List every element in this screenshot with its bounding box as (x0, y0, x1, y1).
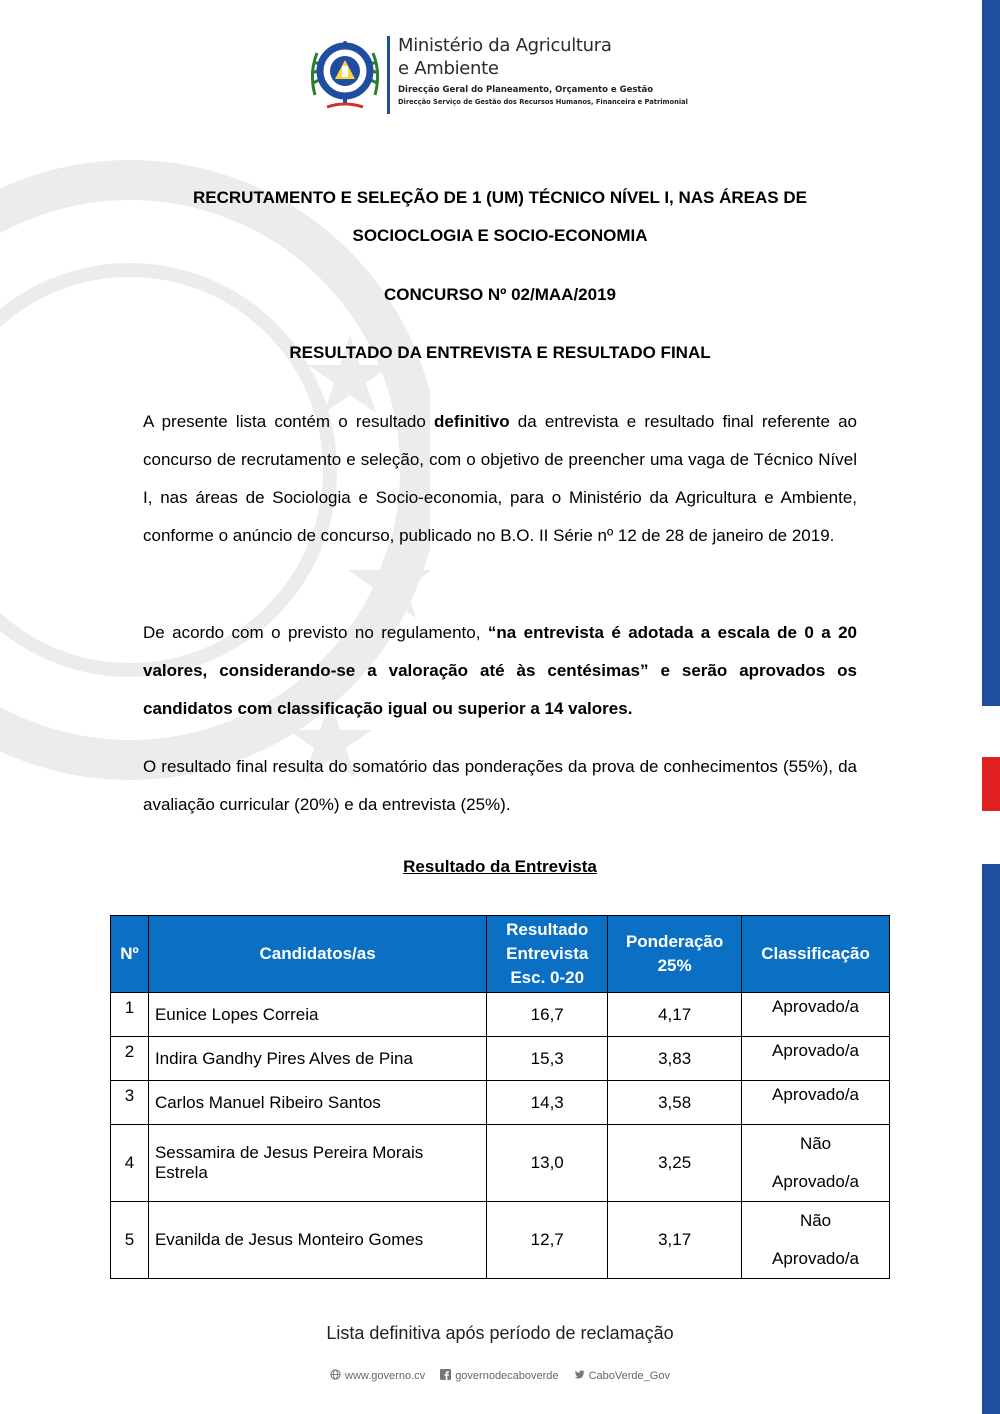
directorate-line1: Direcção Geral do Planeamento, Orçamento e Gestão (398, 85, 654, 95)
header-resultado-l3: Esc. 0-20 (510, 968, 585, 987)
row-classificacao-l1: Não (799, 1134, 832, 1153)
table-row (111, 993, 890, 1037)
row-candidate: Eunice Lopes Correia (148, 993, 486, 1037)
header-ponderacao-l1: Ponderação (625, 932, 724, 951)
header-ponderacao (608, 916, 742, 993)
header-divider (387, 36, 390, 114)
ministry-name-line2: e Ambiente (398, 58, 499, 79)
intro-text-1: A presente lista contém o resultado (143, 412, 435, 431)
concurso-number: CONCURSO Nº 02/MAA/2019 (384, 285, 616, 304)
document-title-line1: RECRUTAMENTO E SELEÇÃO DE 1 (UM) TÉCNICO NÍVEL I, NAS ÁREAS DE (193, 188, 807, 207)
twitter-icon (574, 1369, 585, 1380)
footer-facebook-text: governodecaboverde (455, 1370, 559, 1382)
rules-text: De acordo com o previsto no regulamento, (143, 623, 488, 642)
row-classificacao-l2: Aprovado/a (772, 1172, 859, 1191)
row-ponderacao: 3,25 (608, 1125, 742, 1202)
row-candidate-l1: Sessamira de Jesus Pereira Morais (154, 1143, 424, 1162)
rules-text-bold: “na entrevista é adotada a escala de 0 a 20 valores, considerando-se a valoração até às centésimas” e serão aprovados os candidatos com classificação igual ou superior a 14 valores. (143, 623, 857, 718)
table-row (111, 1081, 890, 1125)
row-resultado: 16,7 (487, 993, 608, 1037)
directorate-line2: Direcção Serviço de Gestão dos Recursos Humanos, Financeira e Patrimonial (398, 98, 688, 106)
intro-text-2: da entrevista e resultado final referente ao concurso de recrutamento e seleção, com o objetivo de preencher uma vaga de Técnico Nível I, nas áreas de Sociologia e Socio-economia, para o Ministério da Agricultura e Ambiente, conforme o anúncio de concurso, publicado no B.O. II Série nº 12 de 28 de janeiro de 2019. (143, 412, 858, 545)
table-row (111, 1202, 890, 1279)
weighting-paragraph: O resultado final resulta do somatório das ponderações da prova de conhecimentos (55%), da avaliação curricular (20%) e da entrevista (25%). (143, 757, 857, 814)
row-num: 4 (111, 1125, 149, 1202)
intro-paragraph (143, 403, 857, 555)
row-resultado: 13,0 (487, 1125, 608, 1202)
row-candidate: Indira Gandhy Pires Alves de Pina (148, 1037, 486, 1081)
side-bar-red (982, 757, 1000, 811)
facebook-icon (440, 1369, 451, 1380)
footer-website-text: www.governo.cv (345, 1370, 426, 1382)
footer-links (0, 1369, 1000, 1382)
footer-note: Lista definitiva após período de reclamação (326, 1323, 674, 1343)
globe-icon (330, 1369, 341, 1380)
footer-facebook[interactable] (440, 1369, 558, 1382)
row-classificacao: Aprovado/a (742, 1037, 890, 1081)
header-resultado-l2: Entrevista (506, 944, 589, 963)
header-classificacao: Classificação (742, 916, 890, 993)
row-candidate: Carlos Manuel Ribeiro Santos (148, 1081, 486, 1125)
row-classificacao (742, 1125, 890, 1202)
row-candidate-l2: Estrela (154, 1163, 208, 1182)
row-num: 5 (111, 1202, 149, 1279)
row-resultado: 15,3 (487, 1037, 608, 1081)
row-ponderacao: 4,17 (608, 993, 742, 1037)
footer-website[interactable] (330, 1369, 425, 1382)
intro-text-bold: definitivo (434, 412, 510, 431)
header-num: Nº (111, 916, 149, 993)
footer-twitter[interactable] (574, 1369, 670, 1382)
header-ponderacao-l2: 25% (657, 956, 692, 975)
ministry-name-line1: Ministério da Agricultura (398, 35, 612, 56)
row-num: 3 (111, 1081, 149, 1125)
row-resultado: 14,3 (487, 1081, 608, 1125)
row-classificacao-l1: Não (799, 1211, 832, 1230)
header-resultado-l1: Resultado (506, 920, 589, 939)
row-num: 1 (111, 993, 149, 1037)
section-title: Resultado da Entrevista (403, 857, 597, 876)
row-ponderacao: 3,17 (608, 1202, 742, 1279)
row-classificacao-l2: Aprovado/a (772, 1249, 859, 1268)
row-candidate: Evanilda de Jesus Monteiro Gomes (148, 1202, 486, 1279)
row-ponderacao: 3,58 (608, 1081, 742, 1125)
row-classificacao: Aprovado/a (742, 1081, 890, 1125)
row-classificacao: Aprovado/a (742, 993, 890, 1037)
footer-twitter-text: CaboVerde_Gov (588, 1370, 670, 1382)
table-row (111, 1125, 890, 1202)
row-ponderacao: 3,83 (608, 1037, 742, 1081)
ministry-header (300, 30, 720, 120)
table-header-row (111, 916, 890, 993)
header-candidatos: Candidatos/as (148, 916, 486, 993)
row-classificacao (742, 1202, 890, 1279)
row-num: 2 (111, 1037, 149, 1081)
table-row (111, 1037, 890, 1081)
header-resultado (487, 916, 608, 993)
results-table (110, 915, 890, 1279)
rules-paragraph (143, 614, 857, 728)
coat-of-arms-icon (305, 33, 385, 113)
row-candidate (148, 1125, 486, 1202)
document-title-line2: SOCIOCLOGIA E SOCIO-ECONOMIA (352, 226, 648, 245)
result-heading: RESULTADO DA ENTREVISTA E RESULTADO FINAL (289, 343, 711, 362)
row-resultado: 12,7 (487, 1202, 608, 1279)
